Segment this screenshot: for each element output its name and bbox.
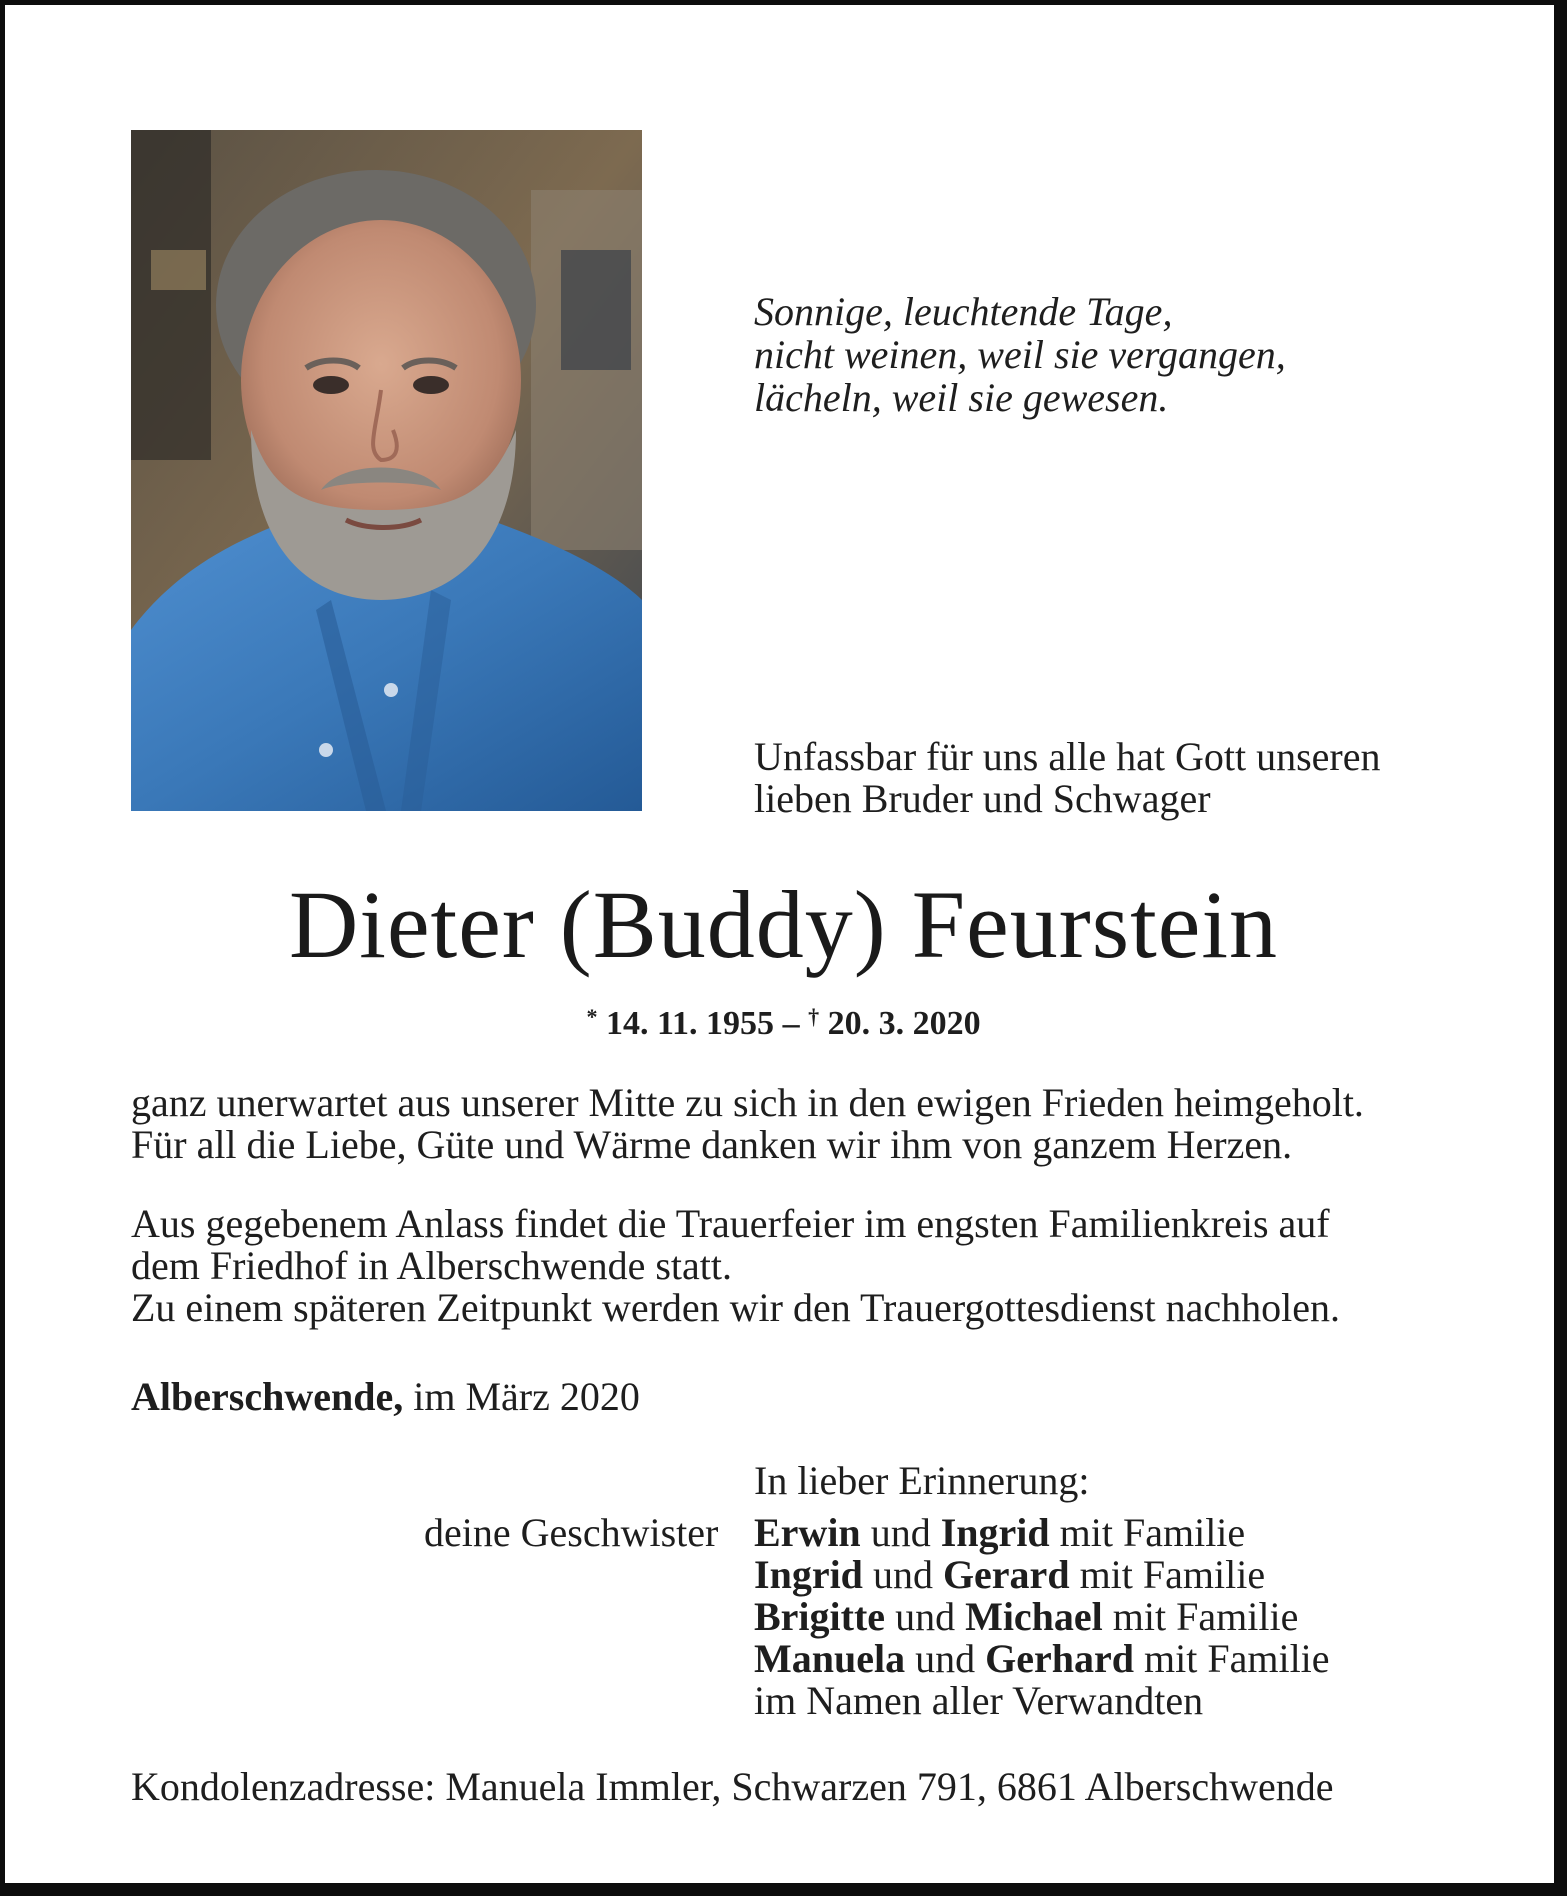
sibling-name: Manuela <box>754 1636 906 1681</box>
place-date: im März 2020 <box>403 1374 640 1419</box>
deceased-name: Dieter (Buddy) Feurstein <box>288 871 1279 978</box>
family-row <box>754 1554 1330 1596</box>
death-symbol: † <box>808 1004 820 1029</box>
paragraph-line: Zu einem späteren Zeitpunkt werden wir den Trauergottesdienst nachholen. <box>131 1285 1340 1330</box>
date-separator: – <box>774 1005 809 1042</box>
life-dates <box>0 996 1567 1045</box>
portrait-photo <box>131 130 642 811</box>
place-and-date <box>131 1376 640 1418</box>
mourners-list <box>754 1512 1330 1722</box>
joiner: und <box>885 1594 966 1639</box>
paragraph-line: ganz unerwartet aus unserer Mitte zu sich in den ewigen Frieden heimgeholt. <box>131 1080 1364 1125</box>
intro-line: Unfassbar für uns alle hat Gott unseren <box>754 734 1381 779</box>
paragraph-line: Aus gegebenem Anlass findet die Trauerfeier im engsten Familienkreis auf <box>131 1201 1330 1246</box>
partner-name: Ingrid <box>940 1510 1050 1555</box>
paragraph-line: dem Friedhof in Alberschwende statt. <box>131 1243 732 1288</box>
poem-quote <box>754 290 1474 419</box>
memory-heading: In lieber Erinnerung: <box>754 1458 1090 1503</box>
paragraph-funeral <box>131 1203 1451 1329</box>
joiner: und <box>862 1552 943 1597</box>
quote-line: Sonnige, leuchtende Tage, <box>754 289 1173 334</box>
birth-symbol: * <box>586 1004 598 1029</box>
sibling-name: Erwin <box>754 1510 861 1555</box>
relatives-line: im Namen aller Verwandten <box>754 1678 1204 1723</box>
quote-line: nicht weinen, weil sie vergangen, <box>754 332 1286 377</box>
joiner: und <box>860 1510 941 1555</box>
paragraph-passing <box>131 1082 1451 1166</box>
sibling-name: Ingrid <box>754 1552 863 1597</box>
family-row <box>754 1512 1330 1554</box>
sibling-name: Brigitte <box>754 1594 886 1639</box>
family-row <box>754 1638 1330 1680</box>
family-suffix: mit Familie <box>1102 1594 1299 1639</box>
paragraph-line: Für all die Liebe, Güte und Wärme danken wir ihm von ganzem Herzen. <box>131 1122 1293 1167</box>
family-suffix: mit Familie <box>1069 1552 1266 1597</box>
place-town: Alberschwende, <box>131 1374 404 1419</box>
birth-date: 14. 11. 1955 <box>605 1005 775 1042</box>
quote-line: lächeln, weil sie gewesen. <box>754 375 1169 420</box>
partner-name: Michael <box>965 1594 1103 1639</box>
intro-text <box>754 736 1514 820</box>
condolence-address: Kondolenzadresse: Manuela Immler, Schwarzen 791, 6861 Alberschwende <box>131 1764 1334 1809</box>
joiner: und <box>905 1636 986 1681</box>
death-date: 20. 3. 2020 <box>827 1005 981 1042</box>
siblings-label: deine Geschwister <box>424 1510 719 1555</box>
family-suffix: mit Familie <box>1049 1510 1246 1555</box>
partner-name: Gerhard <box>985 1636 1134 1681</box>
intro-line: lieben Bruder und Schwager <box>754 776 1211 821</box>
family-row <box>754 1596 1330 1638</box>
family-suffix: mit Familie <box>1134 1636 1330 1681</box>
partner-name: Gerard <box>942 1552 1070 1597</box>
